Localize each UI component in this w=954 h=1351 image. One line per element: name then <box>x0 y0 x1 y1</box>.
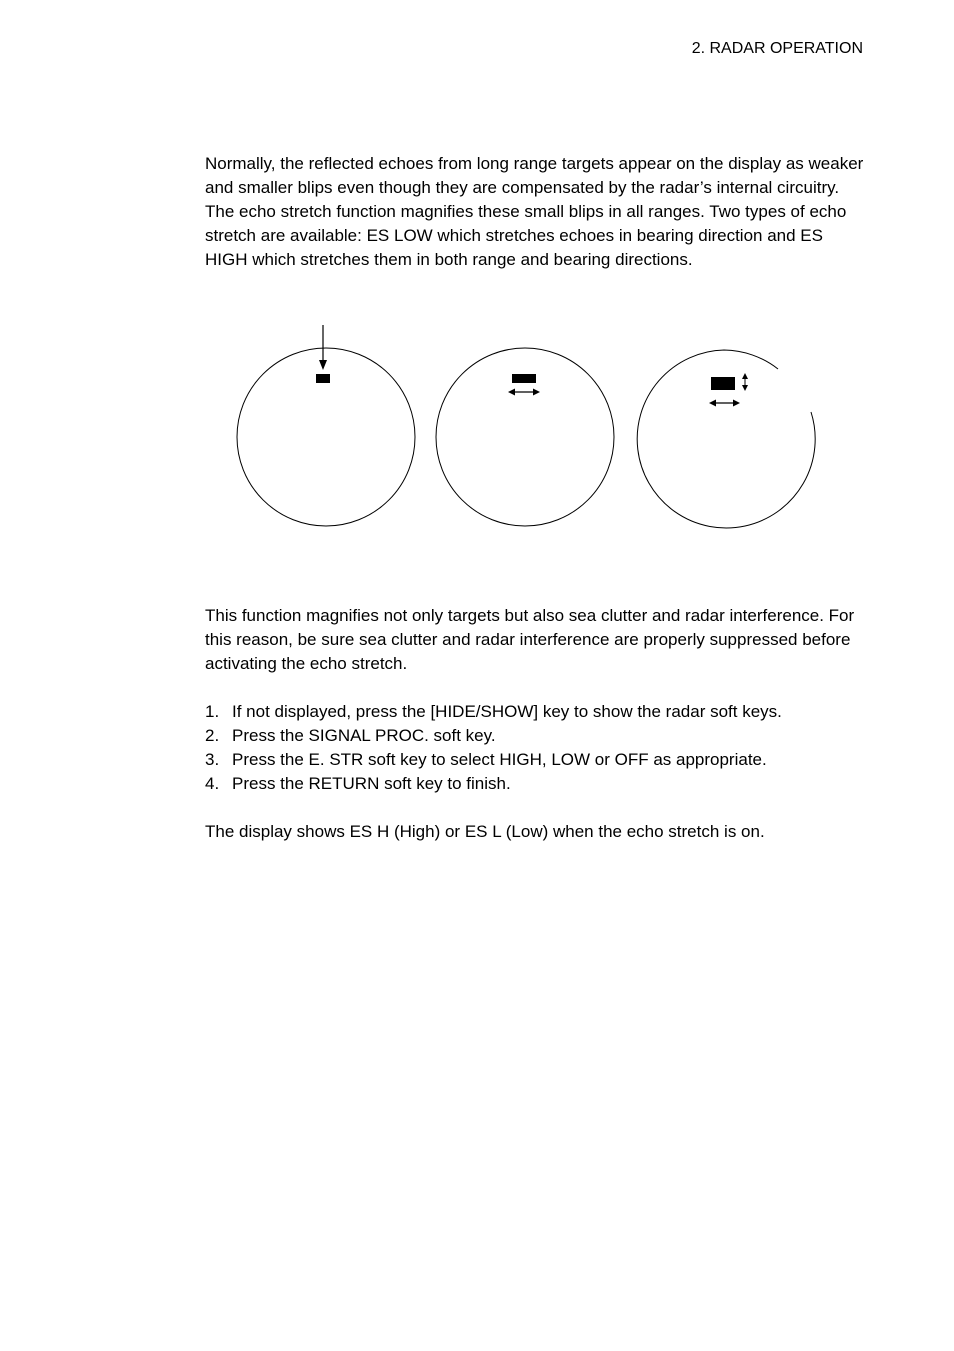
list-item <box>205 772 885 796</box>
step-text: Press the SIGNAL PROC. soft key. <box>232 726 496 745</box>
stretched-blip-bearing <box>512 374 536 383</box>
list-item <box>205 700 885 724</box>
procedure-steps <box>205 700 885 796</box>
caution-paragraph: This function magnifies not only targets but also sea clutter and radar interference. For this reason, be sure sea clutter and radar interference are properly suppressed before activating the echo stretch. <box>205 606 855 673</box>
radar-circle-low <box>436 348 614 526</box>
radar-circle-off <box>237 325 415 526</box>
step-text: Press the E. STR soft key to select HIGH, LOW or OFF as appropriate. <box>232 750 767 769</box>
step-number: 4. <box>205 774 220 793</box>
range-arrow-icon <box>742 373 748 391</box>
bearing-arrow-icon <box>709 400 740 407</box>
step-text: If not displayed, press the [HIDE/SHOW] key to show the radar soft keys. <box>232 702 782 721</box>
step-number: 2. <box>205 726 220 745</box>
target-blip <box>316 374 330 383</box>
radar-circle-high <box>637 350 815 528</box>
echo-stretch-figure <box>0 0 954 600</box>
section-header: 2. RADAR OPERATION <box>691 40 863 57</box>
bearing-arrow-icon <box>508 389 540 396</box>
step-number: 3. <box>205 750 220 769</box>
stretched-blip-both <box>711 377 735 390</box>
step-text: Press the RETURN soft key to finish. <box>232 774 511 793</box>
list-item <box>205 748 885 772</box>
intro-paragraph: Normally, the reflected echoes from long range targets appear on the display as weaker and smaller blips even though they are compensated by the radar’s internal circuitry. The echo stretch function magnifies these small blips in all ranges. Two types of echo stretch are available: ES LOW which stretches echoes in bearing direction and ES HIGH which stretches them in both range and bearing directions. <box>205 154 864 269</box>
list-item <box>205 724 885 748</box>
footer-note: The display shows ES H (High) or ES L (Low) when the echo stretch is on. <box>205 822 765 841</box>
step-number: 1. <box>205 702 220 721</box>
